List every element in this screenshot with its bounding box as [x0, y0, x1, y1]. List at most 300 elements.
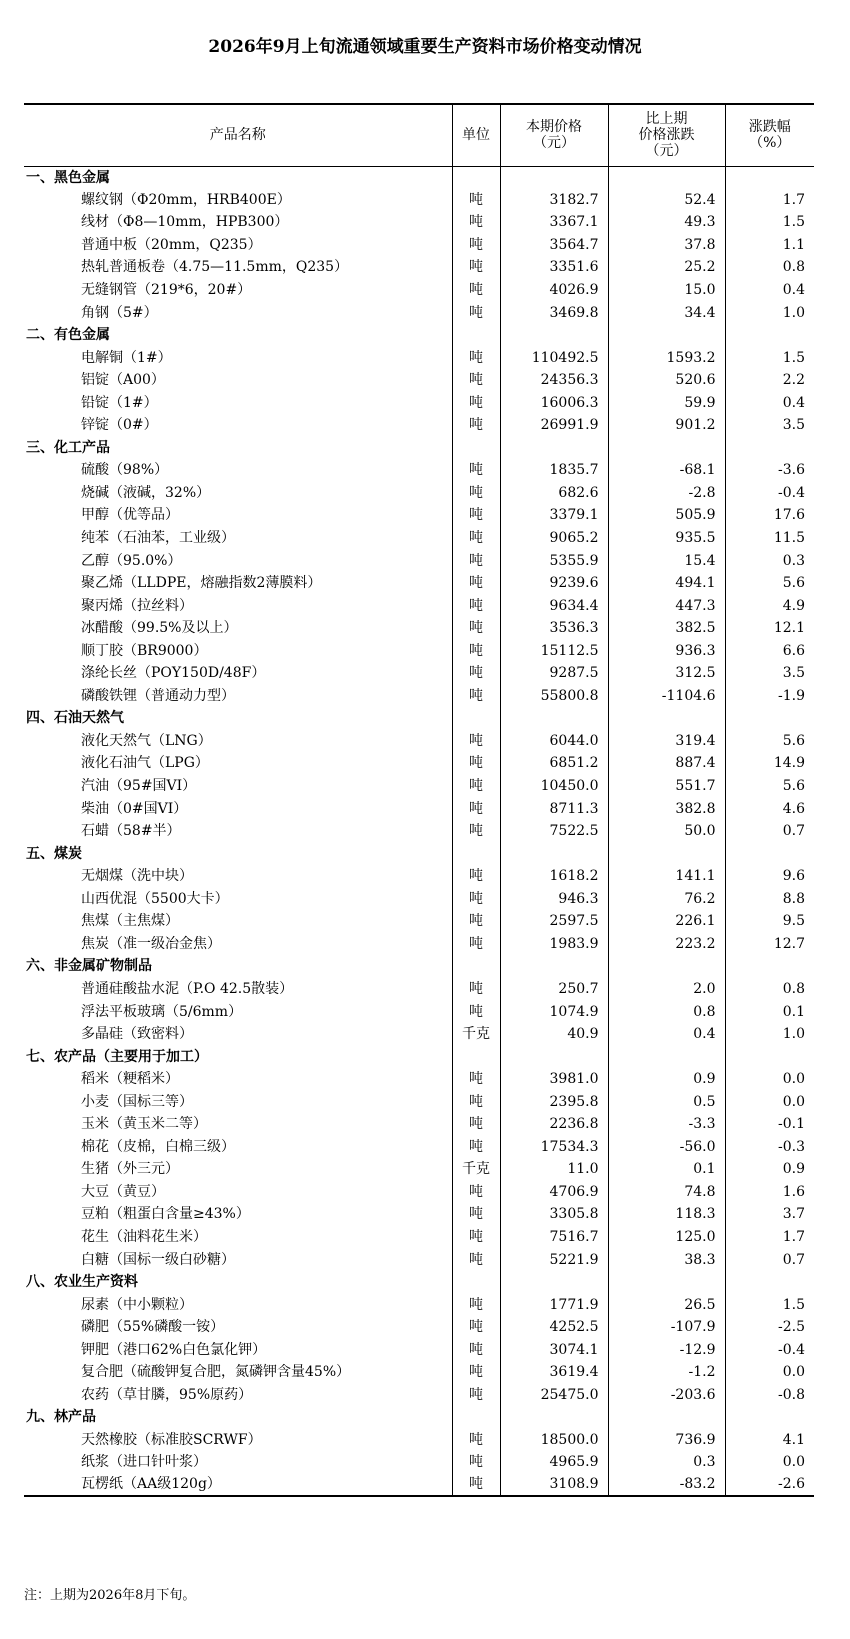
category-row: [24, 1406, 814, 1429]
product-unit: 吨: [452, 234, 500, 257]
product-name: 花生（油料花生米）: [81, 1228, 207, 1245]
current-price: 40.9: [500, 1023, 608, 1046]
empty-cell: [452, 707, 500, 730]
product-unit: 吨: [452, 572, 500, 595]
price-change: 505.9: [608, 504, 725, 527]
table-row: [24, 1113, 814, 1136]
product-unit: 吨: [452, 1474, 500, 1497]
product-name: 热轧普通板卷（4.75—11.5mm，Q235）: [81, 259, 349, 276]
current-price: 3108.9: [500, 1474, 608, 1497]
price-change: 34.4: [608, 301, 725, 324]
table-row: [24, 234, 814, 257]
table-row: [24, 1090, 814, 1113]
product-name: 角钢（5#）: [81, 304, 158, 321]
product-name: 柴油（0#国VI）: [81, 800, 188, 817]
table-row: [24, 775, 814, 798]
product-name: 棉花（皮棉，白棉三级）: [81, 1138, 235, 1155]
price-change: 50.0: [608, 820, 725, 843]
change-pct: -2.6: [725, 1474, 814, 1497]
product-unit: 吨: [452, 639, 500, 662]
change-pct: 14.9: [725, 752, 814, 775]
change-pct: 5.6: [725, 730, 814, 753]
category-label: 六、非金属矿物制品: [26, 958, 152, 975]
product-unit: 吨: [452, 504, 500, 527]
change-pct: 0.8: [725, 256, 814, 279]
product-name: 液化石油气（LPG）: [81, 755, 209, 772]
product-unit: 吨: [452, 1338, 500, 1361]
product-name: 普通中板（20mm，Q235）: [81, 236, 262, 253]
empty-cell: [452, 166, 500, 189]
product-name: 浮法平板玻璃（5/6mm）: [81, 1003, 243, 1020]
empty-cell: [500, 324, 608, 347]
current-price: 7522.5: [500, 820, 608, 843]
product-unit: 吨: [452, 1136, 500, 1159]
table-row: [24, 346, 814, 369]
change-pct: 6.6: [725, 639, 814, 662]
price-change: 38.3: [608, 1248, 725, 1271]
table-row: [24, 933, 814, 956]
change-pct: 4.9: [725, 594, 814, 617]
category-label: 四、石油天然气: [26, 710, 124, 727]
product-unit: 吨: [452, 1248, 500, 1271]
table-row: [24, 549, 814, 572]
table-row: [24, 1474, 814, 1497]
change-pct: 0.0: [725, 1451, 814, 1474]
product-name: 复合肥（硫酸钾复合肥，氮磷钾含量45%）: [81, 1364, 351, 1381]
current-price: 4706.9: [500, 1181, 608, 1204]
table-row: [24, 1226, 814, 1249]
price-change: 223.2: [608, 933, 725, 956]
product-name: 乙醇（95.0%）: [81, 552, 182, 569]
empty-cell: [500, 437, 608, 460]
product-unit: 吨: [452, 527, 500, 550]
empty-cell: [452, 842, 500, 865]
table-row: [24, 504, 814, 527]
table-row: [24, 730, 814, 753]
current-price: 9287.5: [500, 662, 608, 685]
category-label: 九、林产品: [26, 1409, 96, 1426]
product-unit: 吨: [452, 1451, 500, 1474]
category-row: [24, 324, 814, 347]
current-price: 3074.1: [500, 1338, 608, 1361]
change-pct: 0.7: [725, 820, 814, 843]
change-pct: 8.8: [725, 888, 814, 911]
change-pct: 1.5: [725, 346, 814, 369]
table-row: [24, 662, 814, 685]
change-pct: 1.5: [725, 211, 814, 234]
change-pct: 3.5: [725, 662, 814, 685]
product-unit: 吨: [452, 256, 500, 279]
product-name: 小麦（国标三等）: [81, 1093, 193, 1110]
current-price: 3564.7: [500, 234, 608, 257]
table-row: [24, 391, 814, 414]
table-row: [24, 1361, 814, 1384]
product-name: 白糖（国标一级白砂糖）: [81, 1251, 235, 1268]
empty-cell: [725, 1045, 814, 1068]
price-change: 25.2: [608, 256, 725, 279]
price-change: 520.6: [608, 369, 725, 392]
empty-cell: [725, 437, 814, 460]
empty-cell: [500, 1045, 608, 1068]
price-change: 141.1: [608, 865, 725, 888]
current-price: 3367.1: [500, 211, 608, 234]
table-row: [24, 1158, 814, 1181]
change-pct: -2.5: [725, 1316, 814, 1339]
product-name: 磷肥（55%磷酸一铵）: [81, 1319, 225, 1336]
current-price: 682.6: [500, 482, 608, 505]
category-label: 三、化工产品: [26, 439, 110, 456]
current-price: 3182.7: [500, 189, 608, 212]
product-unit: 吨: [452, 1181, 500, 1204]
price-change: -56.0: [608, 1136, 725, 1159]
change-pct: -1.9: [725, 685, 814, 708]
header-product-name: 产品名称: [24, 104, 452, 166]
table-row: [24, 482, 814, 505]
table-row: [24, 1316, 814, 1339]
footnote: 注：上期为2026年8月下旬。: [24, 1588, 196, 1603]
current-price: 2597.5: [500, 910, 608, 933]
price-change: -3.3: [608, 1113, 725, 1136]
current-price: 18500.0: [500, 1429, 608, 1452]
price-change: 901.2: [608, 414, 725, 437]
change-pct: 11.5: [725, 527, 814, 550]
change-pct: 0.3: [725, 549, 814, 572]
table-row: [24, 1181, 814, 1204]
current-price: 3536.3: [500, 617, 608, 640]
current-price: 3469.8: [500, 301, 608, 324]
product-unit: 吨: [452, 211, 500, 234]
product-name: 农药（草甘膦，95%原药）: [81, 1386, 253, 1403]
header-unit: 单位: [452, 104, 500, 166]
price-change: -1104.6: [608, 685, 725, 708]
empty-cell: [452, 437, 500, 460]
product-name: 甲醇（优等品）: [81, 507, 179, 524]
price-table: [24, 103, 814, 1497]
product-unit: 千克: [452, 1023, 500, 1046]
category-row: [24, 437, 814, 460]
product-unit: 吨: [452, 1068, 500, 1091]
current-price: 17534.3: [500, 1136, 608, 1159]
empty-cell: [608, 707, 725, 730]
empty-cell: [500, 166, 608, 189]
current-price: 24356.3: [500, 369, 608, 392]
price-change: 382.8: [608, 797, 725, 820]
change-pct: 5.6: [725, 775, 814, 798]
product-name: 螺纹钢（Φ20mm，HRB400E）: [81, 191, 291, 208]
product-name: 尿素（中小颗粒）: [81, 1296, 193, 1313]
current-price: 8711.3: [500, 797, 608, 820]
price-change: 15.4: [608, 549, 725, 572]
table-row: [24, 459, 814, 482]
empty-cell: [608, 166, 725, 189]
category-row: [24, 166, 814, 189]
product-unit: 吨: [452, 1293, 500, 1316]
current-price: 110492.5: [500, 346, 608, 369]
empty-cell: [500, 1406, 608, 1429]
current-price: 4965.9: [500, 1451, 608, 1474]
product-unit: 吨: [452, 1203, 500, 1226]
product-unit: 吨: [452, 414, 500, 437]
current-price: 2236.8: [500, 1113, 608, 1136]
table-row: [24, 752, 814, 775]
product-unit: 吨: [452, 549, 500, 572]
table-row: [24, 1429, 814, 1452]
product-name: 顺丁胶（BR9000）: [81, 642, 208, 659]
current-price: 2395.8: [500, 1090, 608, 1113]
price-change: 447.3: [608, 594, 725, 617]
empty-cell: [725, 707, 814, 730]
product-name: 多晶硅（致密料）: [81, 1026, 193, 1043]
current-price: 10450.0: [500, 775, 608, 798]
price-change: -203.6: [608, 1384, 725, 1407]
product-unit: 吨: [452, 797, 500, 820]
product-name: 纯苯（石油苯，工业级）: [81, 530, 235, 547]
empty-cell: [725, 166, 814, 189]
product-unit: 吨: [452, 279, 500, 302]
price-change: 125.0: [608, 1226, 725, 1249]
product-name: 涤纶长丝（POY150D/48F）: [81, 665, 266, 682]
product-unit: 吨: [452, 775, 500, 798]
product-name: 铝锭（A00）: [81, 372, 165, 389]
product-unit: 吨: [452, 189, 500, 212]
product-name: 聚丙烯（拉丝料）: [81, 597, 193, 614]
product-unit: 吨: [452, 662, 500, 685]
product-unit: 吨: [452, 865, 500, 888]
product-name: 铅锭（1#）: [81, 394, 158, 411]
current-price: 9634.4: [500, 594, 608, 617]
price-change: -1.2: [608, 1361, 725, 1384]
table-row: [24, 1451, 814, 1474]
empty-cell: [725, 1271, 814, 1294]
change-pct: 4.1: [725, 1429, 814, 1452]
product-name: 焦炭（准一级冶金焦）: [81, 935, 221, 952]
product-name: 纸浆（进口针叶浆）: [81, 1454, 207, 1471]
price-change: 118.3: [608, 1203, 725, 1226]
current-price: 6851.2: [500, 752, 608, 775]
empty-cell: [725, 324, 814, 347]
price-change: -2.8: [608, 482, 725, 505]
product-unit: 吨: [452, 1384, 500, 1407]
price-change: 15.0: [608, 279, 725, 302]
price-change: -68.1: [608, 459, 725, 482]
price-change: 26.5: [608, 1293, 725, 1316]
product-name: 石蜡（58#半）: [81, 823, 181, 840]
change-pct: -0.8: [725, 1384, 814, 1407]
product-unit: 吨: [452, 594, 500, 617]
change-pct: 0.8: [725, 978, 814, 1001]
table-row: [24, 865, 814, 888]
current-price: 26991.9: [500, 414, 608, 437]
page-title: 2026年9月上旬流通领域重要生产资料市场价格变动情况: [208, 37, 642, 57]
product-unit: 吨: [452, 888, 500, 911]
current-price: 16006.3: [500, 391, 608, 414]
product-name: 硫酸（98%）: [81, 462, 169, 479]
product-unit: 吨: [452, 1226, 500, 1249]
table-row: [24, 639, 814, 662]
product-unit: 吨: [452, 459, 500, 482]
current-price: 7516.7: [500, 1226, 608, 1249]
product-unit: 吨: [452, 933, 500, 956]
current-price: 9239.6: [500, 572, 608, 595]
product-unit: 吨: [452, 391, 500, 414]
change-pct: -0.3: [725, 1136, 814, 1159]
product-unit: 吨: [452, 752, 500, 775]
table-row: [24, 1136, 814, 1159]
category-label: 一、黑色金属: [26, 169, 110, 186]
product-name: 生猪（外三元）: [81, 1161, 179, 1178]
price-change: 37.8: [608, 234, 725, 257]
current-price: 1983.9: [500, 933, 608, 956]
price-change: 0.8: [608, 1000, 725, 1023]
empty-cell: [608, 842, 725, 865]
change-pct: -3.6: [725, 459, 814, 482]
empty-cell: [608, 324, 725, 347]
price-change: 49.3: [608, 211, 725, 234]
product-unit: 吨: [452, 301, 500, 324]
empty-cell: [608, 437, 725, 460]
current-price: 3305.8: [500, 1203, 608, 1226]
price-change: 887.4: [608, 752, 725, 775]
change-pct: 0.4: [725, 279, 814, 302]
product-unit: 千克: [452, 1158, 500, 1181]
change-pct: 1.1: [725, 234, 814, 257]
product-name: 大豆（黄豆）: [81, 1183, 165, 1200]
product-unit: 吨: [452, 1090, 500, 1113]
product-unit: 吨: [452, 1361, 500, 1384]
table-row: [24, 820, 814, 843]
table-row: [24, 1338, 814, 1361]
current-price: 6044.0: [500, 730, 608, 753]
table-row: [24, 797, 814, 820]
price-change: 494.1: [608, 572, 725, 595]
table-row: [24, 978, 814, 1001]
header-change: 比上期 价格涨跌 （元）: [608, 104, 725, 166]
change-pct: 1.7: [725, 189, 814, 212]
product-unit: 吨: [452, 482, 500, 505]
table-row: [24, 1293, 814, 1316]
header-price: 本期价格 （元）: [500, 104, 608, 166]
price-change: -83.2: [608, 1474, 725, 1497]
price-change: 551.7: [608, 775, 725, 798]
price-change: 0.1: [608, 1158, 725, 1181]
empty-cell: [452, 1406, 500, 1429]
product-unit: 吨: [452, 1000, 500, 1023]
category-label: 七、农产品（主要用于加工）: [26, 1048, 208, 1065]
change-pct: -0.4: [725, 1338, 814, 1361]
empty-cell: [452, 324, 500, 347]
product-name: 瓦楞纸（AA级120g）: [24, 1474, 452, 1497]
change-pct: 2.2: [725, 369, 814, 392]
product-name: 钾肥（港口62%白色氯化钾）: [81, 1341, 267, 1358]
category-label: 二、有色金属: [26, 327, 110, 344]
current-price: 9065.2: [500, 527, 608, 550]
empty-cell: [725, 1406, 814, 1429]
change-pct: -0.1: [725, 1113, 814, 1136]
table-row: [24, 910, 814, 933]
product-name: 玉米（黄玉米二等）: [81, 1116, 207, 1133]
change-pct: 1.0: [725, 1023, 814, 1046]
empty-cell: [608, 1271, 725, 1294]
change-pct: 3.5: [725, 414, 814, 437]
change-pct: 1.0: [725, 301, 814, 324]
empty-cell: [725, 955, 814, 978]
price-change: 0.9: [608, 1068, 725, 1091]
current-price: 11.0: [500, 1158, 608, 1181]
change-pct: 1.7: [725, 1226, 814, 1249]
empty-cell: [452, 1045, 500, 1068]
current-price: 946.3: [500, 888, 608, 911]
current-price: 4026.9: [500, 279, 608, 302]
table-row: [24, 369, 814, 392]
current-price: 25475.0: [500, 1384, 608, 1407]
price-change: 74.8: [608, 1181, 725, 1204]
current-price: 1771.9: [500, 1293, 608, 1316]
empty-cell: [608, 1045, 725, 1068]
table-row: [24, 685, 814, 708]
empty-cell: [452, 955, 500, 978]
change-pct: 0.0: [725, 1090, 814, 1113]
change-pct: 9.6: [725, 865, 814, 888]
product-name: 磷酸铁锂（普通动力型）: [81, 687, 235, 704]
empty-cell: [500, 955, 608, 978]
empty-cell: [500, 1271, 608, 1294]
table-row: [24, 256, 814, 279]
change-pct: 5.6: [725, 572, 814, 595]
price-change: 936.3: [608, 639, 725, 662]
product-unit: 吨: [452, 346, 500, 369]
current-price: 5221.9: [500, 1248, 608, 1271]
product-unit: 吨: [452, 685, 500, 708]
price-change: 0.5: [608, 1090, 725, 1113]
price-change: -107.9: [608, 1316, 725, 1339]
empty-cell: [608, 955, 725, 978]
product-name: 汽油（95#国VI）: [81, 778, 197, 795]
product-name: 线材（Φ8—10mm，HPB300）: [81, 214, 289, 231]
product-name: 无缝钢管（219*6，20#）: [81, 282, 252, 298]
table-row: [24, 211, 814, 234]
product-unit: 吨: [452, 1113, 500, 1136]
table-row: [24, 572, 814, 595]
current-price: 3379.1: [500, 504, 608, 527]
empty-cell: [500, 842, 608, 865]
price-change: 2.0: [608, 978, 725, 1001]
empty-cell: [725, 842, 814, 865]
change-pct: 0.4: [725, 391, 814, 414]
header-pct: 涨跌幅 （%）: [725, 104, 814, 166]
price-change: 935.5: [608, 527, 725, 550]
product-unit: 吨: [452, 910, 500, 933]
current-price: 250.7: [500, 978, 608, 1001]
price-change: 1593.2: [608, 346, 725, 369]
product-unit: 吨: [452, 369, 500, 392]
price-change: 76.2: [608, 888, 725, 911]
product-name: 豆粕（粗蛋白含量≥43%）: [81, 1206, 250, 1223]
price-change: 0.3: [608, 1451, 725, 1474]
table-row: [24, 1068, 814, 1091]
table-row: [24, 1000, 814, 1023]
current-price: 3981.0: [500, 1068, 608, 1091]
category-row: [24, 842, 814, 865]
product-unit: 吨: [452, 1316, 500, 1339]
product-name: 电解铜（1#）: [81, 349, 172, 366]
product-name: 液化天然气（LNG）: [81, 732, 212, 749]
change-pct: 0.7: [725, 1248, 814, 1271]
current-price: 4252.5: [500, 1316, 608, 1339]
category-row: [24, 1045, 814, 1068]
table-row: [24, 301, 814, 324]
change-pct: -0.4: [725, 482, 814, 505]
table-row: [24, 279, 814, 302]
